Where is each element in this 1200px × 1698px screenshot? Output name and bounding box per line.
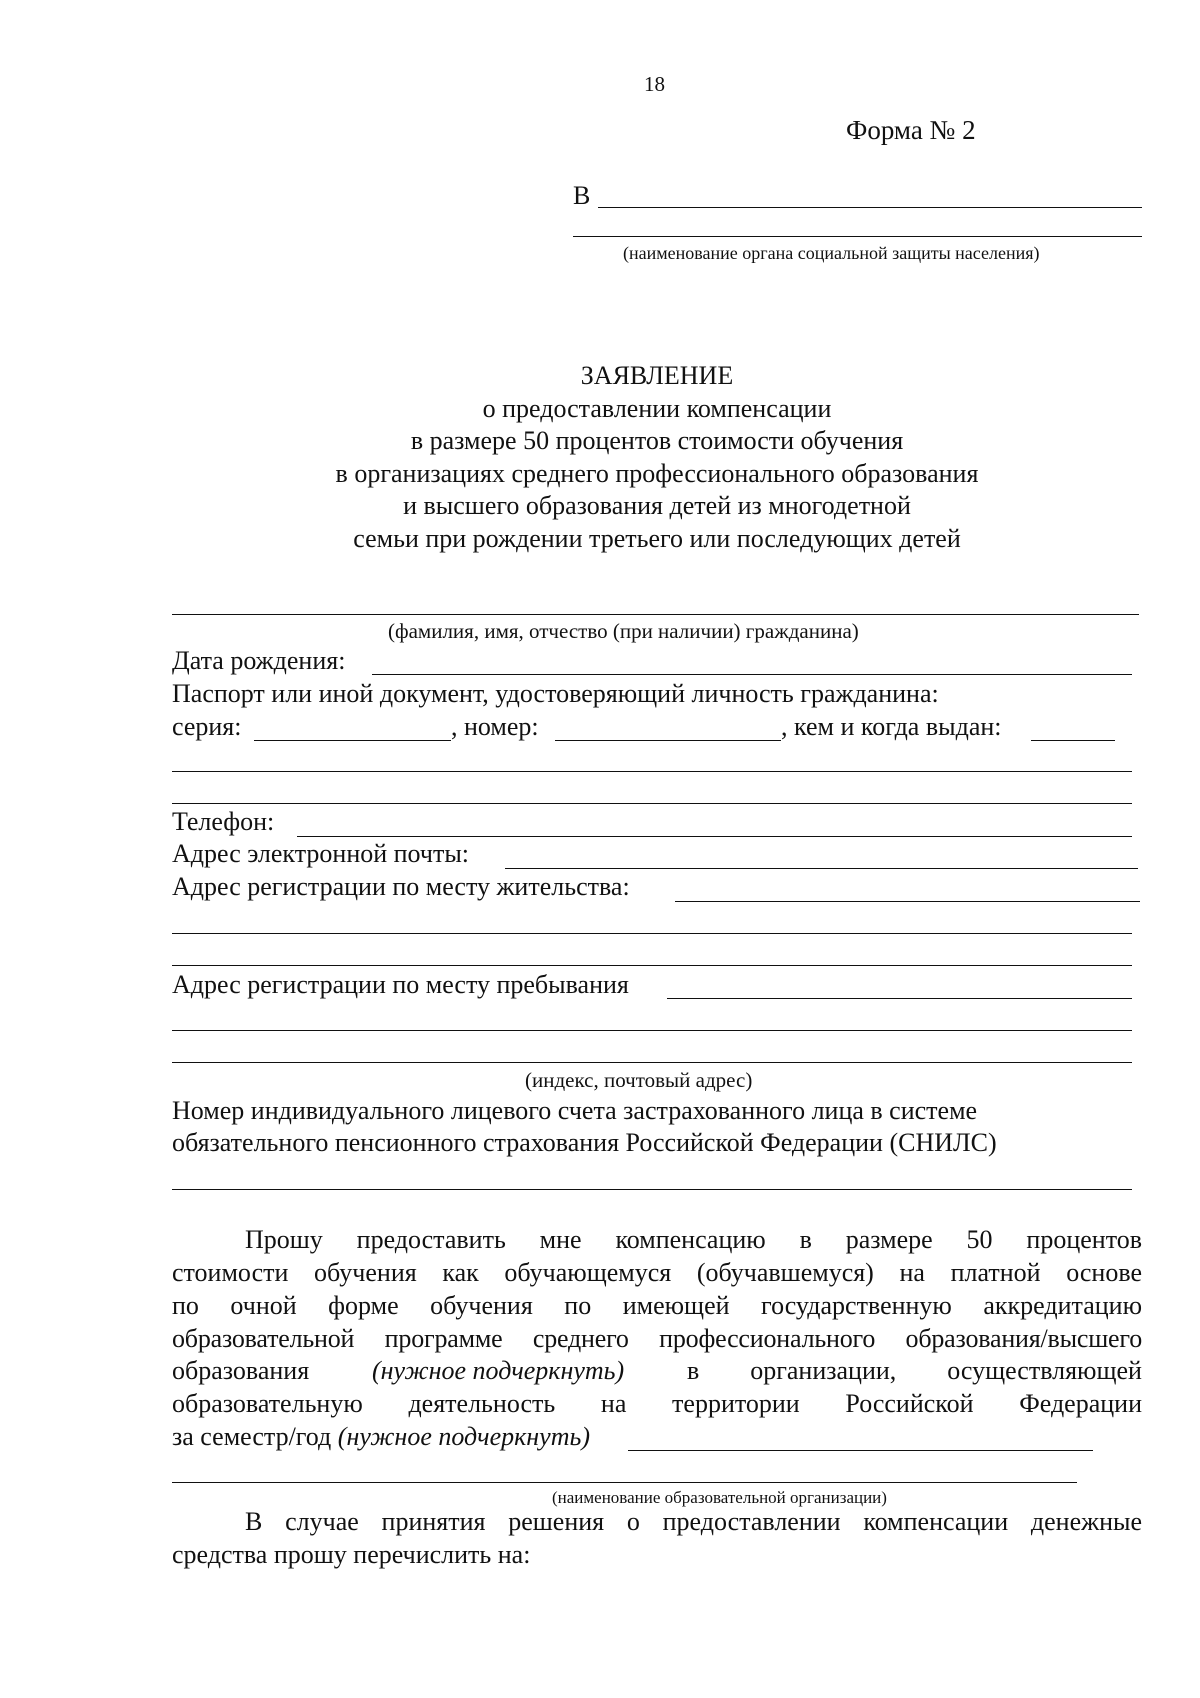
series-field[interactable] [254, 740, 451, 741]
document-heading: ЗАЯВЛЕНИЕ [580, 361, 734, 390]
phone-label: Телефон: [172, 807, 275, 836]
number-label: , номер: [451, 712, 539, 741]
request-line-7-italic: (нужное подчеркнуть) [337, 1422, 590, 1451]
request-line-1: Прошу предоставить мне компенсацию в размере 50 процентов [245, 1225, 1142, 1254]
number-field[interactable] [555, 740, 781, 741]
email-label: Адрес электронной почты: [172, 839, 470, 868]
stay-line-1[interactable] [172, 1030, 1132, 1031]
index-caption: (индекс, почтовый адрес) [525, 1068, 753, 1092]
organization-caption: (наименование образовательной организации) [552, 1488, 887, 1507]
payment-line-2: средства прошу перечислить на: [172, 1540, 531, 1569]
birth-date-label: Дата рождения: [172, 646, 346, 675]
residence-field[interactable] [675, 901, 1140, 902]
addressee-line-1[interactable] [598, 207, 1142, 208]
request-line-5-italic: (нужное подчеркнуть) [371, 1356, 625, 1385]
page-number: 18 [644, 72, 665, 96]
request-line-5-text-b: в организации, осуществляющей [686, 1356, 1142, 1385]
residence-line-1[interactable] [172, 933, 1132, 934]
email-field[interactable] [505, 868, 1138, 869]
stay-line-2[interactable] [172, 1062, 1132, 1063]
form-label: Форма № 2 [846, 115, 976, 145]
addressee-caption: (наименование органа социальной защиты населения) [623, 243, 1040, 263]
birth-date-field[interactable] [372, 674, 1132, 675]
issued-label: , кем и когда выдан: [781, 712, 1002, 741]
passport-label: Паспорт или иной документ, удостоверяющий личность гражданина: [172, 679, 939, 708]
snils-label-line-2: обязательного пенсионного страхования Российской Федерации (СНИЛС) [172, 1128, 997, 1157]
request-line-7 [172, 1421, 590, 1453]
fio-line[interactable] [172, 614, 1139, 615]
fio-caption: (фамилия, имя, отчество (при наличии) гражданина) [388, 619, 859, 643]
addressee-prefix: В [573, 181, 591, 210]
semester-field[interactable] [628, 1450, 1093, 1451]
stay-field[interactable] [667, 998, 1132, 999]
issued-line-2[interactable] [172, 803, 1132, 804]
snils-field[interactable] [172, 1189, 1132, 1190]
snils-label-line-1: Номер индивидуального лицевого счета застрахованного лица в системе [172, 1096, 978, 1125]
series-label: серия: [172, 712, 242, 741]
request-line-2: стоимости обучения как обучающемуся (обучавшемуся) на платной основе [172, 1258, 1142, 1287]
request-line-5-text-a: образования [172, 1356, 310, 1385]
request-line-7-text: за семестр/год [172, 1422, 332, 1451]
issued-line-1[interactable] [172, 771, 1132, 772]
residence-line-2[interactable] [172, 965, 1132, 966]
title-line-1: о предоставлении компенсации [482, 394, 832, 423]
request-line-3: по очной форме обучения по имеющей государственную аккредитацию [172, 1291, 1142, 1320]
request-line-5 [172, 1355, 1142, 1387]
organization-field[interactable] [172, 1482, 1077, 1483]
request-line-4: образовательной программе среднего профессионального образования/высшего [172, 1324, 1142, 1353]
payment-line-1: В случае принятия решения о предоставлении компенсации денежные [245, 1507, 1142, 1536]
stay-label: Адрес регистрации по месту пребывания [172, 970, 629, 999]
issued-field[interactable] [1031, 740, 1115, 741]
request-line-6: образовательную деятельность на территории Российской Федерации [172, 1389, 1142, 1418]
residence-label: Адрес регистрации по месту жительства: [172, 872, 630, 901]
addressee-line-2[interactable] [573, 236, 1142, 237]
title-line-5: семьи при рождении третьего или последующих детей [353, 524, 961, 553]
title-line-3: в организациях среднего профессионального образования [335, 459, 979, 488]
phone-field[interactable] [297, 836, 1132, 837]
title-line-4: и высшего образования детей из многодетной [403, 491, 911, 520]
title-line-2: в размере 50 процентов стоимости обучения [410, 426, 904, 455]
